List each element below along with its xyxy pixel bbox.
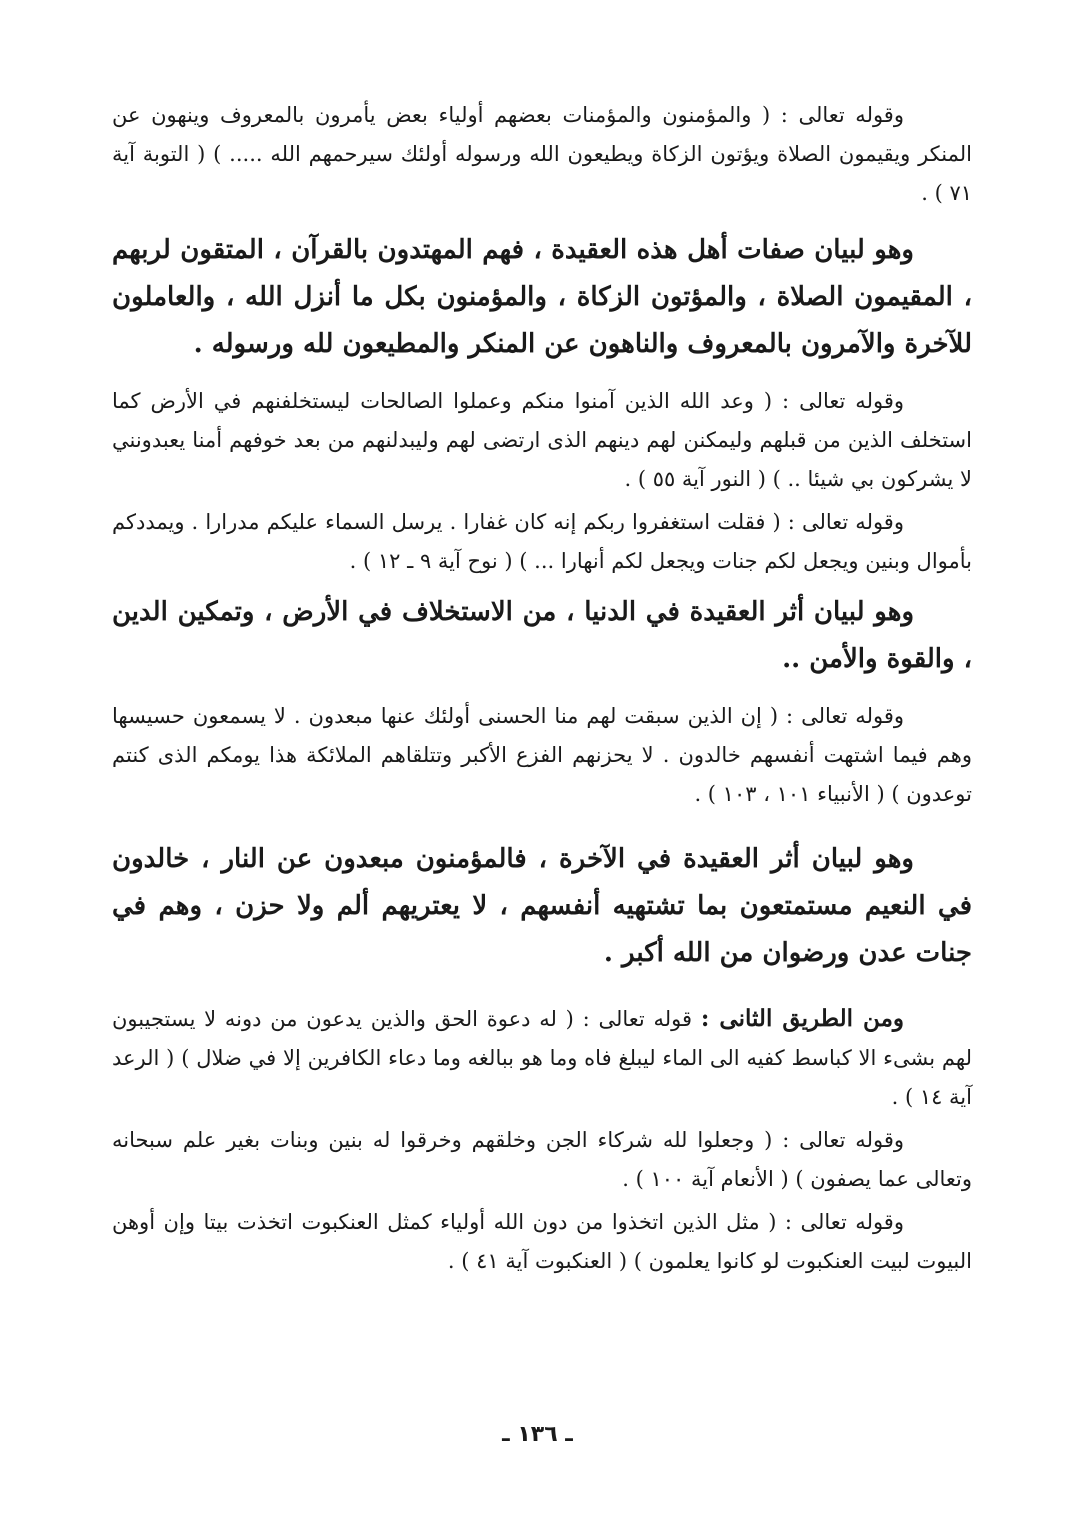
quran-citation-paragraph: وقوله تعالى : ( وجعلوا لله شركاء الجن وخلقهم وخرقوا له بنين وبنات بغير علم سبحانه وتعالى عما يصفون ) ( الأنعام آية ١٠٠ ) . — [112, 1128, 972, 1191]
quran-citation-paragraph: وقوله تعالى : ( فقلت استغفروا ربكم إنه كان غفارا . يرسل السماء عليكم مدرارا . ويمددكم بأموال وبنين ويجعل لكم جنات ويجعل لكم أنهارا ... ) ( نوح آية ٩ ـ ١٢ ) . — [112, 510, 972, 573]
paragraph-text: قوله تعالى : ( له دعوة الحق والذين يدعون من دونه لا يستجيبون لهم بشىء الا كباسط كفيه الى الماء ليبلغ فاه وما هو ببالغه وما دعاء الكافرين إلا في ضلال ) ( الرعد آية ١٤ ) . — [112, 1007, 972, 1109]
page-number: ـ ١٣٦ ـ — [502, 1422, 573, 1447]
quran-citation-paragraph — [112, 999, 972, 1117]
quran-citation-paragraph: وقوله تعالى : ( والمؤمنون والمؤمنات بعضهم أولياء بعض يأمرون بالمعروف وينهون عن المنكر ويقيمون الصلاة ويؤتون الزكاة ويطيعون الله ورسوله أولئك سيرحمهم الله ..... ) ( التوبة آية ٧١ ) . — [112, 103, 972, 205]
quran-citation-paragraph: وقوله تعالى : ( مثل الذين اتخذوا من دون الله أولياء كمثل العنكبوت اتخذت بيتا وإن أوهن البيوت لبيت العنكبوت لو كانوا يعلمون ) ( العنكبوت آية ٤١ ) . — [112, 1210, 972, 1273]
quran-citation-paragraph: وقوله تعالى : ( وعد الله الذين آمنوا منكم وعملوا الصالحات ليستخلفنهم في الأرض كما استخلف الذين من قبلهم وليمكنن لهم دينهم الذى ارتضى لهم وليبدلنهم من بعد خوفهم أمنا يعبدونني لا يشركون بي شيئا .. ) ( النور آية ٥٥ ) . — [112, 389, 972, 491]
commentary-paragraph: وهو لبيان أثر العقيدة في الآخرة ، فالمؤمنون مبعدون عن النار ، خالدون في النعيم مستمتعون بما تشتهيه أنفسهم ، لا يعتريهم ألم ولا حزن ، وهم في جنات عدن ورضوان من الله أكبر . — [112, 844, 972, 968]
page-body — [112, 96, 972, 1281]
section-lead-label: ومن الطريق الثانى : — [700, 1005, 904, 1032]
quran-citation-paragraph: وقوله تعالى : ( إن الذين سبقت لهم منا الحسنى أولئك عنها مبعدون . لا يسمعون حسيسها وهم فيما اشتهت أنفسهم خالدون . لا يحزنهم الفزع الأكبر وتتلقاهم الملائكة هذا يومكم الذى كنتم توعدون ) ( الأنبياء ١٠١ ، ١٠٣ ) . — [112, 704, 972, 806]
commentary-paragraph: وهو لبيان صفات أهل هذه العقيدة ، فهم المهتدون بالقرآن ، المتقون لربهم ، المقيمون الصلاة ، والمؤتون الزكاة ، والمؤمنون بكل ما أنزل الله ، والعاملون للآخرة والآمرون بالمعروف والناهون عن المنكر والمطيعون لله ورسوله . — [112, 235, 972, 359]
commentary-paragraph: وهو لبيان أثر العقيدة في الدنيا ، من الاستخلاف في الأرض ، وتمكين الدين ، والقوة والأمن .. — [112, 597, 972, 674]
